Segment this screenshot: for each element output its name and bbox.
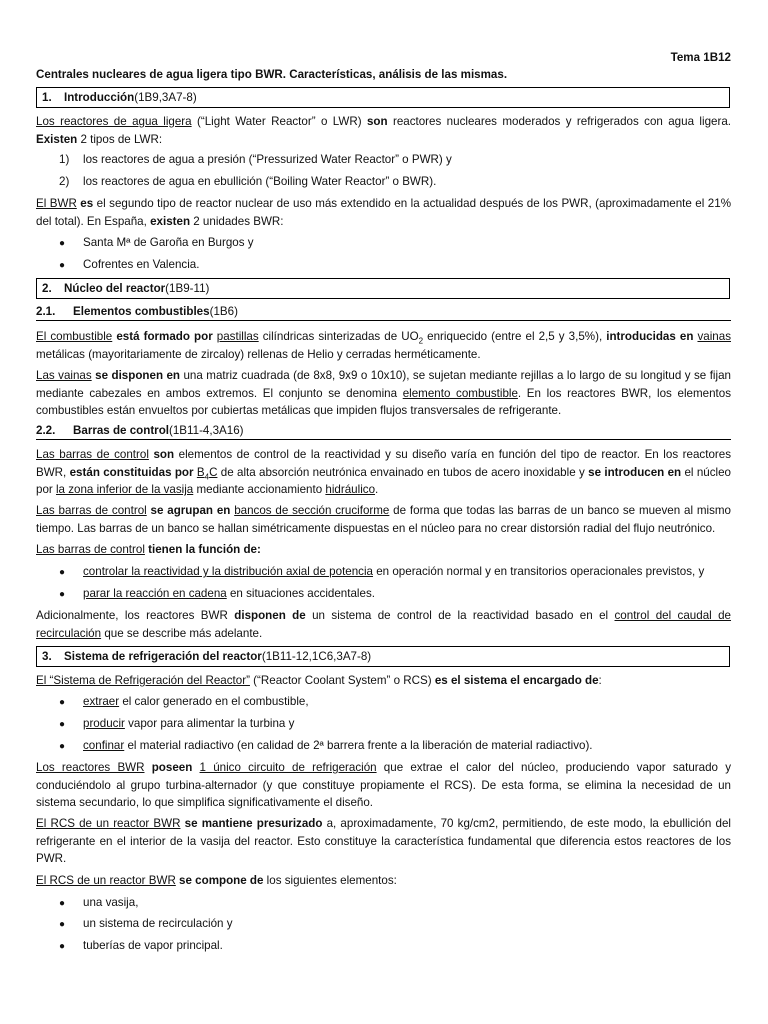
list-item: ● Santa Mª de Garoña en Burgos y: [59, 234, 731, 253]
paragraph-adicional: Adicionalmente, los reactores BWR disponen de un sistema de control de la reactividad basado en el control del caudal de recirculación que se describe más adelante.: [36, 609, 732, 640]
paragraph-circuito: Los reactores BWR poseen 1 único circuito de refrigeración que extrae el calor del núcleo, produciendo vapor saturado y conduciéndolo al grupo turbina-alternador (y que constituye propiamente el RCS). De esta forma, se elimina la necesidad de un sistema secundario, lo que simplifica significativamente el diseño.: [36, 761, 732, 809]
bullet-icon: ●: [59, 741, 66, 752]
bullet-icon: ●: [59, 567, 66, 578]
section-1-heading: [36, 87, 730, 108]
bullet-icon: ●: [59, 697, 66, 708]
subsection-number: 2.2.: [36, 424, 56, 437]
bullet-icon: ●: [59, 719, 66, 730]
subsection-2-1-heading: [36, 304, 731, 321]
list-item: ● extraer el calor generado en el combustible,: [59, 693, 731, 712]
section-reference: (1B9,3A7-8): [134, 91, 197, 104]
section-number: 1.: [42, 91, 52, 104]
paragraph-combustible: El combustible está formado por pastillas cilíndricas sinterizadas de $UO_2$ enriquecido (entre el 2,5 y 3,5%), introducidas en vainas metálicas (mayoritariamente de zircaloy) rellenas de Helio y cerradas herméticamente.: [36, 330, 731, 361]
paragraph-lwr: Los reactores de agua ligera (“Light Water Reactor” o LWR) son reactores nucleares moderados y refrigerados con agua ligera. Existen 2 tipos de LWR:: [36, 115, 731, 146]
subsection-title: Elementos combustibles: [73, 305, 210, 318]
list-item: 2) los reactores de agua en ebullición (“Boiling Water Reactor” o BWR).: [59, 175, 437, 188]
bullet-icon: ●: [59, 898, 66, 909]
bullet-icon: ●: [59, 238, 66, 249]
paragraph-barras: Las barras de control son elementos de control de la reactividad y su diseño varía en función del tipo de reactor. En los reactores BWR, están constituidas por $B_4C$ de alta absorción neutrónica envainado en tubos de acero inoxidable y se introducen en el núcleo por la zona inferior de la vasija mediante accionamiento hidráulico.: [36, 448, 731, 496]
list-item: ● parar la reacción en cadena en situaciones accidentales.: [59, 585, 731, 604]
section-reference: (1B11-12,1C6,3A7-8): [261, 650, 372, 663]
bullet-icon: ●: [59, 589, 66, 600]
document-title: Centrales nucleares de agua ligera tipo BWR. Características, análisis de las mismas.: [36, 68, 508, 81]
section-title: Núcleo del reactor: [64, 282, 166, 295]
section-2-heading: [36, 278, 730, 299]
section-title: Sistema de refrigeración del reactor: [64, 650, 262, 663]
bullet-icon: ●: [59, 260, 66, 271]
list-item: ● tuberías de vapor principal.: [59, 937, 731, 956]
list-item: ● confinar el material radiactivo (en calidad de 2ª barrera frente a la liberación de material radiactivo).: [59, 737, 731, 756]
list-item: ● controlar la reactividad y la distribución axial de potencia en operación normal y en transitorios operacionales previstos, y: [59, 563, 731, 582]
topic-number: Tema 1B12: [670, 51, 731, 64]
subsection-number: 2.1.: [36, 305, 56, 318]
paragraph-bwr: El BWR es el segundo tipo de reactor nuclear de uso más extendido en la actualidad después de los PWR, (aproximadamente el 21% del total). En España, existen 2 unidades BWR:: [36, 197, 732, 228]
paragraph-vainas: Las vainas se disponen en una matriz cuadrada (de 8x8, 9x9 o 10x10), se sujetan mediante rejillas a lo largo de su longitud y se fijan mediante cabezales en ambos extremos. El conjunto se denomina elemento combustible. En los reactores BWR, los elementos combustibles están envueltos por cubiertas metálicas que impiden flujos transversales de refrigerante.: [36, 369, 731, 417]
subsection-title: Barras de control: [73, 424, 169, 437]
list-item: ● un sistema de recirculación y: [59, 915, 731, 934]
list-item: ● producir vapor para alimentar la turbina y: [59, 715, 731, 734]
paragraph-rcs-intro: El “Sistema de Refrigeración del Reactor” (“Reactor Coolant System” o RCS) es el sistema el encargado de:: [36, 674, 602, 687]
paragraph-presurizado: El RCS de un reactor BWR se mantiene presurizado a, aproximadamente, 70 kg/cm2, permitiendo, de este modo, la ebullición del refrigerante en el interior de la vasija del reactor. Esto constituye la característica fundamental que diferencia estos reactores de los PWR.: [36, 817, 731, 865]
paragraph-funcion: Las barras de control tienen la función de:: [36, 543, 261, 556]
subsection-2-2-heading: [36, 423, 731, 440]
paragraph-componentes: El RCS de un reactor BWR se compone de los siguientes elementos:: [36, 874, 397, 887]
bullet-icon: ●: [59, 941, 66, 952]
list-item: 1) los reactores de agua a presión (“Pressurized Water Reactor” o PWR) y: [59, 153, 452, 166]
section-title: Introducción: [64, 91, 135, 104]
section-3-heading: [36, 646, 730, 667]
paragraph-bancos: Las barras de control se agrupan en bancos de sección cruciforme de forma que todas las barras de un banco se mueven al mismo tiempo. Las barras de un banco se hallan simétricamente dispuestas en el núcleo para no crear distorsión radial del flujo neutrónico.: [36, 504, 731, 535]
list-item: ● Cofrentes en Valencia.: [59, 256, 731, 275]
section-number: 3.: [42, 650, 52, 663]
subsection-reference: (1B6): [209, 305, 238, 318]
section-number: 2.: [42, 282, 52, 295]
section-reference: (1B9-11): [165, 282, 210, 295]
list-item: ● una vasija,: [59, 894, 731, 913]
bullet-icon: ●: [59, 919, 66, 930]
subsection-reference: (1B11-4,3A16): [169, 424, 244, 437]
